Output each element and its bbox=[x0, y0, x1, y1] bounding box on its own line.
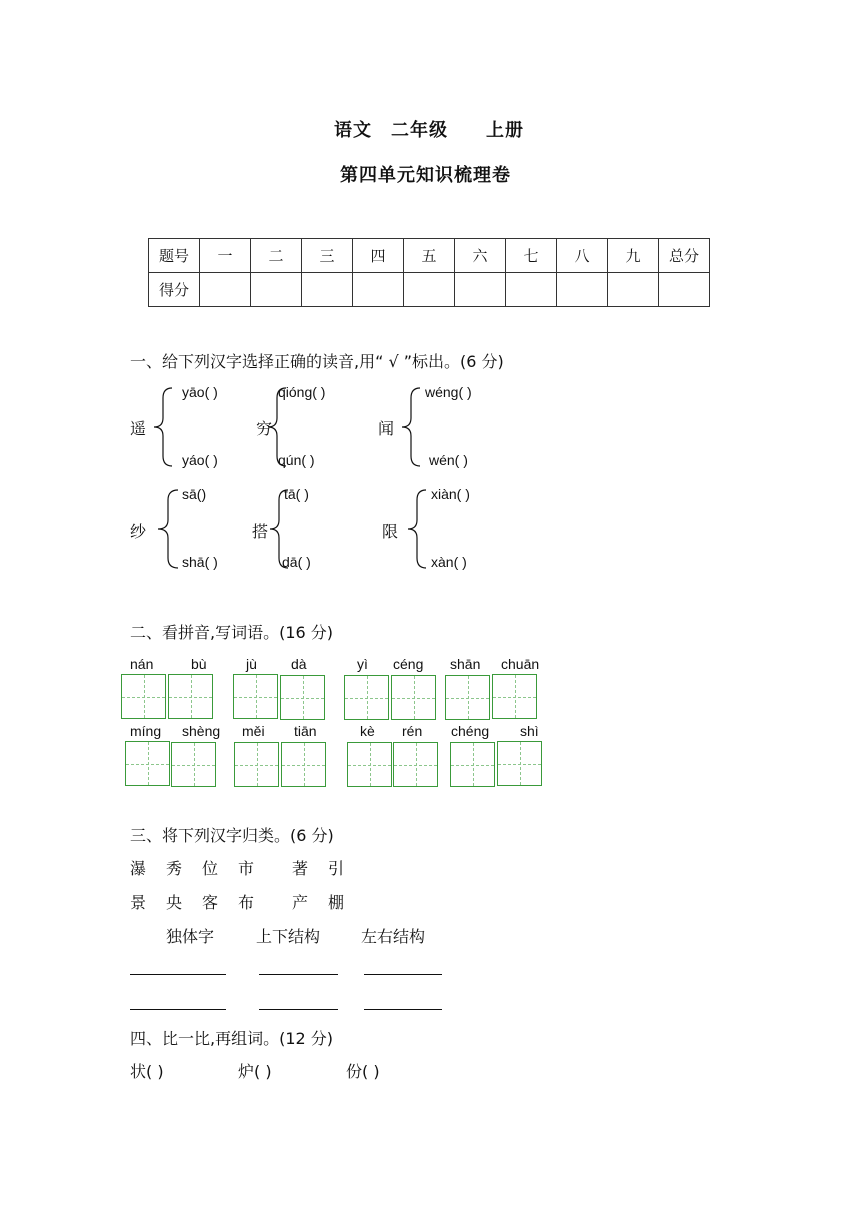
score-input-cell[interactable] bbox=[506, 273, 557, 307]
pron-option[interactable]: qióng( ) bbox=[278, 384, 326, 400]
score-input-cell[interactable] bbox=[404, 273, 455, 307]
writing-box[interactable] bbox=[233, 674, 278, 719]
brace-icon bbox=[156, 488, 180, 570]
answer-line[interactable] bbox=[364, 974, 442, 975]
pron-option[interactable]: tā( ) bbox=[284, 486, 309, 502]
pron-option[interactable]: shā( ) bbox=[182, 554, 218, 570]
brace-icon bbox=[152, 386, 174, 468]
score-table-score-row bbox=[149, 273, 710, 307]
writing-box[interactable] bbox=[492, 674, 537, 719]
answer-line[interactable] bbox=[130, 974, 226, 975]
pinyin-label: chéng bbox=[451, 723, 490, 739]
score-cell: 六 bbox=[455, 239, 506, 273]
pinyin-label: dà bbox=[291, 656, 307, 672]
score-input-cell[interactable] bbox=[557, 273, 608, 307]
score-cell: 二 bbox=[251, 239, 302, 273]
section3-heading: 三、将下列汉字归类。(6 分) bbox=[130, 826, 334, 845]
pron-option[interactable]: yáo( ) bbox=[182, 452, 218, 468]
writing-box[interactable] bbox=[497, 741, 542, 786]
char-list-row: 瀑 秀 位 市 著 引 bbox=[130, 859, 347, 878]
writing-box[interactable] bbox=[125, 741, 170, 786]
score-input-cell[interactable] bbox=[353, 273, 404, 307]
score-input-cell[interactable] bbox=[455, 273, 506, 307]
pron-option[interactable]: yāo( ) bbox=[182, 384, 218, 400]
pinyin-label: míng bbox=[130, 723, 162, 739]
score-cell: 三 bbox=[302, 239, 353, 273]
score-input-cell[interactable] bbox=[608, 273, 659, 307]
pinyin-label: céng bbox=[393, 656, 424, 672]
score-label-cell: 得分 bbox=[149, 273, 200, 307]
score-cell: 题号 bbox=[149, 239, 200, 273]
pinyin-label: tiān bbox=[294, 723, 317, 739]
score-cell: 八 bbox=[557, 239, 608, 273]
category-label: 独体字 bbox=[166, 927, 215, 946]
writing-box[interactable] bbox=[391, 675, 436, 720]
pinyin-label: shān bbox=[450, 656, 481, 672]
pron-option[interactable]: xàn( ) bbox=[431, 554, 467, 570]
pron-option[interactable]: dā( ) bbox=[282, 554, 311, 570]
pinyin-label: yì bbox=[357, 656, 368, 672]
section2-heading: 二、看拼音,写词语。(16 分) bbox=[130, 623, 334, 642]
writing-box[interactable] bbox=[445, 675, 490, 720]
score-input-cell[interactable] bbox=[659, 273, 710, 307]
answer-line[interactable] bbox=[130, 1009, 226, 1010]
writing-box[interactable] bbox=[281, 742, 326, 787]
pinyin-label: kè bbox=[360, 723, 375, 739]
writing-box[interactable] bbox=[234, 742, 279, 787]
pinyin-label: nán bbox=[130, 656, 154, 672]
pron-option[interactable]: xiàn( ) bbox=[431, 486, 470, 502]
pron-char: 搭 bbox=[252, 522, 269, 541]
writing-box[interactable] bbox=[344, 675, 389, 720]
pinyin-label: jù bbox=[246, 656, 257, 672]
pinyin-label: rén bbox=[402, 723, 423, 739]
writing-box[interactable] bbox=[450, 742, 495, 787]
brace-icon bbox=[406, 488, 428, 570]
writing-box[interactable] bbox=[347, 742, 392, 787]
category-label: 左右结构 bbox=[361, 927, 426, 946]
compare-item[interactable]: 状( ) bbox=[130, 1062, 164, 1081]
score-cell: 九 bbox=[608, 239, 659, 273]
writing-box[interactable] bbox=[393, 742, 438, 787]
pron-option[interactable]: sā() bbox=[182, 486, 207, 502]
page-subtitle: 第四单元知识梳理卷 bbox=[340, 165, 511, 186]
pron-char: 纱 bbox=[130, 522, 147, 541]
score-cell: 五 bbox=[404, 239, 455, 273]
answer-line[interactable] bbox=[364, 1009, 442, 1010]
score-cell: 一 bbox=[200, 239, 251, 273]
pinyin-label: měi bbox=[242, 723, 265, 739]
score-cell: 总分 bbox=[659, 239, 710, 273]
answer-line[interactable] bbox=[259, 1009, 338, 1010]
compare-item[interactable]: 炉( ) bbox=[238, 1062, 272, 1081]
section4-heading: 四、比一比,再组词。(12 分) bbox=[130, 1029, 334, 1048]
score-table-header-row bbox=[149, 239, 710, 273]
writing-box[interactable] bbox=[171, 742, 216, 787]
char-list-row: 景 央 客 布 产 棚 bbox=[130, 893, 347, 912]
section1-heading: 一、给下列汉字选择正确的读音,用“ √ ”标出。(6 分) bbox=[130, 352, 504, 371]
score-input-cell[interactable] bbox=[200, 273, 251, 307]
pron-option[interactable]: qún( ) bbox=[278, 452, 315, 468]
score-cell: 四 bbox=[353, 239, 404, 273]
page-title: 语文 二年级 上册 bbox=[334, 120, 524, 141]
score-cell: 七 bbox=[506, 239, 557, 273]
pron-char: 闻 bbox=[378, 419, 395, 438]
pron-option[interactable]: wéng( ) bbox=[425, 384, 472, 400]
writing-box[interactable] bbox=[280, 675, 325, 720]
pron-char: 遥 bbox=[130, 419, 147, 438]
answer-line[interactable] bbox=[259, 974, 338, 975]
score-input-cell[interactable] bbox=[302, 273, 353, 307]
pron-char: 穷 bbox=[256, 419, 273, 438]
writing-box[interactable] bbox=[121, 674, 166, 719]
writing-box[interactable] bbox=[168, 674, 213, 719]
pinyin-label: chuān bbox=[501, 656, 540, 672]
pinyin-label: bù bbox=[191, 656, 207, 672]
pron-option[interactable]: wén( ) bbox=[429, 452, 468, 468]
compare-item[interactable]: 份( ) bbox=[346, 1062, 380, 1081]
pinyin-label: shì bbox=[520, 723, 539, 739]
pron-char: 限 bbox=[382, 522, 399, 541]
category-label: 上下结构 bbox=[256, 927, 321, 946]
brace-icon bbox=[400, 386, 422, 468]
score-table bbox=[148, 238, 710, 307]
pinyin-label: shèng bbox=[182, 723, 221, 739]
score-input-cell[interactable] bbox=[251, 273, 302, 307]
